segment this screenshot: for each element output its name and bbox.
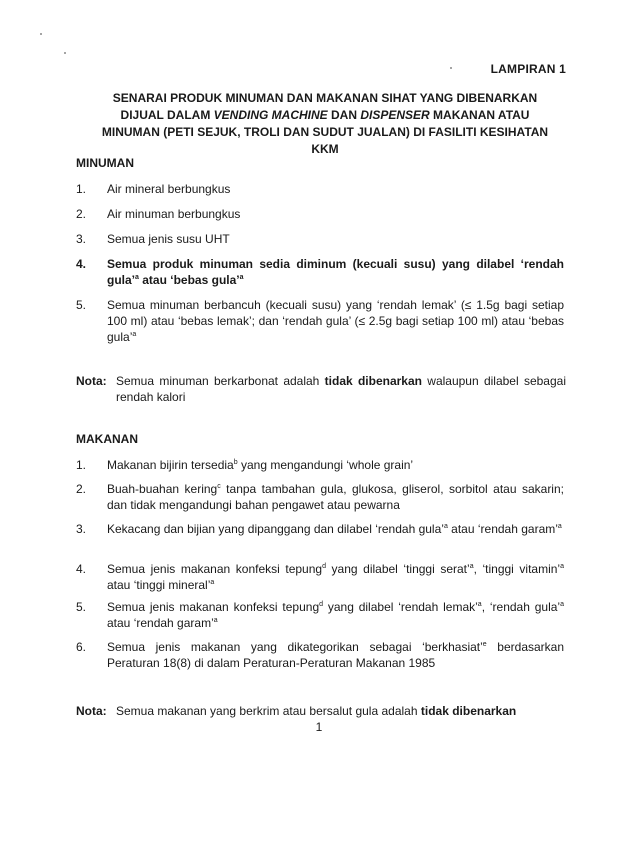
nota-emphasis: tidak dibenarkan <box>420 704 517 718</box>
makanan-item-4 <box>76 561 564 593</box>
title-text: MAKANAN ATAU <box>429 108 530 122</box>
item-text <box>107 599 564 631</box>
item-text: Air mineral berbungkus <box>107 182 231 196</box>
item-number: 2. <box>76 207 87 221</box>
title-line-4: KKM <box>311 142 339 156</box>
section-heading-minuman: MINUMAN <box>76 156 134 170</box>
item-number: 3. <box>76 522 87 536</box>
footnote-marker: a <box>443 523 448 530</box>
item-text-part: Kekacang dan bijian yang dipanggang dan dilabel ‘rendah gula’ <box>107 522 444 536</box>
item-number: 5. <box>76 600 87 614</box>
item-text-part: Semua jenis makanan yang dikategorikan sebagai ‘berkhasiat’ <box>107 640 483 654</box>
footnote-marker: a <box>469 563 474 570</box>
minuman-item-2 <box>76 206 564 222</box>
nota-text <box>116 703 566 719</box>
makanan-item-3 <box>76 521 564 537</box>
item-text <box>107 481 564 513</box>
footnote-marker: c <box>217 483 221 490</box>
item-text <box>107 639 564 671</box>
footnote-marker: a <box>132 331 137 338</box>
item-text <box>107 457 564 473</box>
item-text-part: Semua jenis makanan konfeksi tepung <box>107 600 320 614</box>
title-text: DAN <box>327 108 361 122</box>
item-text-part: , ‘rendah gula’ <box>481 600 561 614</box>
footnote-marker: d <box>319 601 324 608</box>
nota-text <box>116 373 566 405</box>
item-text-part: atau ‘tinggi mineral’ <box>107 578 211 592</box>
footnote-marker: b <box>233 459 238 466</box>
item-text <box>107 256 564 288</box>
footnote-marker: a <box>557 523 562 530</box>
item-text: Semua jenis susu UHT <box>107 232 230 246</box>
item-number: 2. <box>76 482 87 496</box>
footnote-marker: a <box>477 601 482 608</box>
footnote-marker: a <box>239 274 244 281</box>
item-number: 5. <box>76 298 87 312</box>
minuman-item-4 <box>76 256 564 288</box>
footnote-marker: e <box>482 641 487 648</box>
footnote-marker: a <box>135 274 139 281</box>
minuman-item-3 <box>76 231 564 247</box>
item-text <box>107 521 564 537</box>
nota-makanan <box>76 703 566 719</box>
makanan-item-1 <box>76 457 564 473</box>
section-heading-makanan: MAKANAN <box>76 432 138 446</box>
scan-speck <box>40 33 42 35</box>
title-line-2 <box>60 107 590 124</box>
makanan-item-2 <box>76 481 564 513</box>
item-text-part: yang mengandungi ‘whole grain’ <box>237 458 414 472</box>
nota-label: Nota: <box>76 704 107 718</box>
item-text-part: tanpa tambahan gula, glukosa, gliserol, sorbitol atau sakarin; dan tidak mengandungi bahan pengawet atau pewarna <box>107 482 564 512</box>
item-text-part: atau ‘rendah garam’ <box>107 616 214 630</box>
item-number: 1. <box>76 458 87 472</box>
makanan-item-5 <box>76 599 564 631</box>
footnote-marker: a <box>210 579 215 586</box>
item-text-part: atau ‘bebas gula’ <box>138 273 240 287</box>
document-title <box>60 90 590 158</box>
nota-text-part: Semua minuman berkarbonat adalah <box>116 374 325 388</box>
footnote-marker: a <box>560 601 564 608</box>
item-number: 1. <box>76 182 87 196</box>
lampiran-label: LAMPIRAN 1 <box>490 62 566 76</box>
item-text-part: Semua jenis makanan konfeksi tepung <box>107 562 323 576</box>
nota-emphasis: tidak dibenarkan <box>324 374 422 388</box>
item-text-part: yang dilabel ‘rendah lemak’ <box>323 600 478 614</box>
item-text-part: Makanan bijirin tersedia <box>107 458 234 472</box>
scan-speck <box>64 52 66 54</box>
title-italic-vending-machine: VENDING MACHINE <box>213 108 328 122</box>
title-line-3: MINUMAN (PETI SEJUK, TROLI DAN SUDUT JUALAN) DI FASILITI KESIHATAN <box>101 125 549 139</box>
page-number: 1 <box>315 720 323 734</box>
item-number: 3. <box>76 232 87 246</box>
item-number: 4. <box>76 257 87 271</box>
item-number: 6. <box>76 640 87 654</box>
item-text <box>107 561 564 593</box>
footnote-marker: a <box>560 563 565 570</box>
footnote-marker: d <box>322 563 326 570</box>
item-text-part: atau ‘rendah garam’ <box>447 522 558 536</box>
makanan-item-6 <box>76 639 564 671</box>
item-text-part: yang dilabel ‘tinggi serat’ <box>325 562 470 576</box>
nota-text-part: Semua makanan yang berkrim atau bersalut gula adalah <box>116 704 421 718</box>
scan-speck <box>450 67 452 69</box>
nota-minuman <box>76 373 566 405</box>
item-text-part: Semua produk minuman sedia diminum (kecuali susu) yang dilabel ‘rendah gula’ <box>107 257 564 287</box>
title-italic-dispenser: DISPENSER <box>360 108 430 122</box>
title-line-1: SENARAI PRODUK MINUMAN DAN MAKANAN SIHAT YANG DIBENARKAN <box>112 91 538 105</box>
title-text: DIJUAL DALAM <box>120 108 214 122</box>
footnote-marker: a <box>213 617 218 624</box>
item-text-part: berdasarkan Peraturan 18(8) di dalam Peraturan-Peraturan Makanan 1985 <box>107 640 565 670</box>
minuman-item-5 <box>76 297 564 345</box>
item-number: 4. <box>76 562 87 576</box>
item-text: Air minuman berbungkus <box>107 207 241 221</box>
item-text-part: Semua minuman berbancuh (kecuali susu) yang ‘rendah lemak’ (≤ 1.5g bagi setiap 100 ml) atau ‘bebas lemak’; dan ‘rendah gula’ (≤ 2.5g bagi setiap 100 ml) atau ‘bebas gula’ <box>107 298 564 344</box>
item-text-part: Buah-buahan kering <box>107 482 218 496</box>
minuman-item-1 <box>76 181 564 197</box>
item-text <box>107 297 564 345</box>
nota-text-part: walaupun dilabel sebagai rendah kalori <box>116 374 566 404</box>
nota-label: Nota: <box>76 374 107 388</box>
item-text-part: , ‘tinggi vitamin’ <box>473 562 561 576</box>
